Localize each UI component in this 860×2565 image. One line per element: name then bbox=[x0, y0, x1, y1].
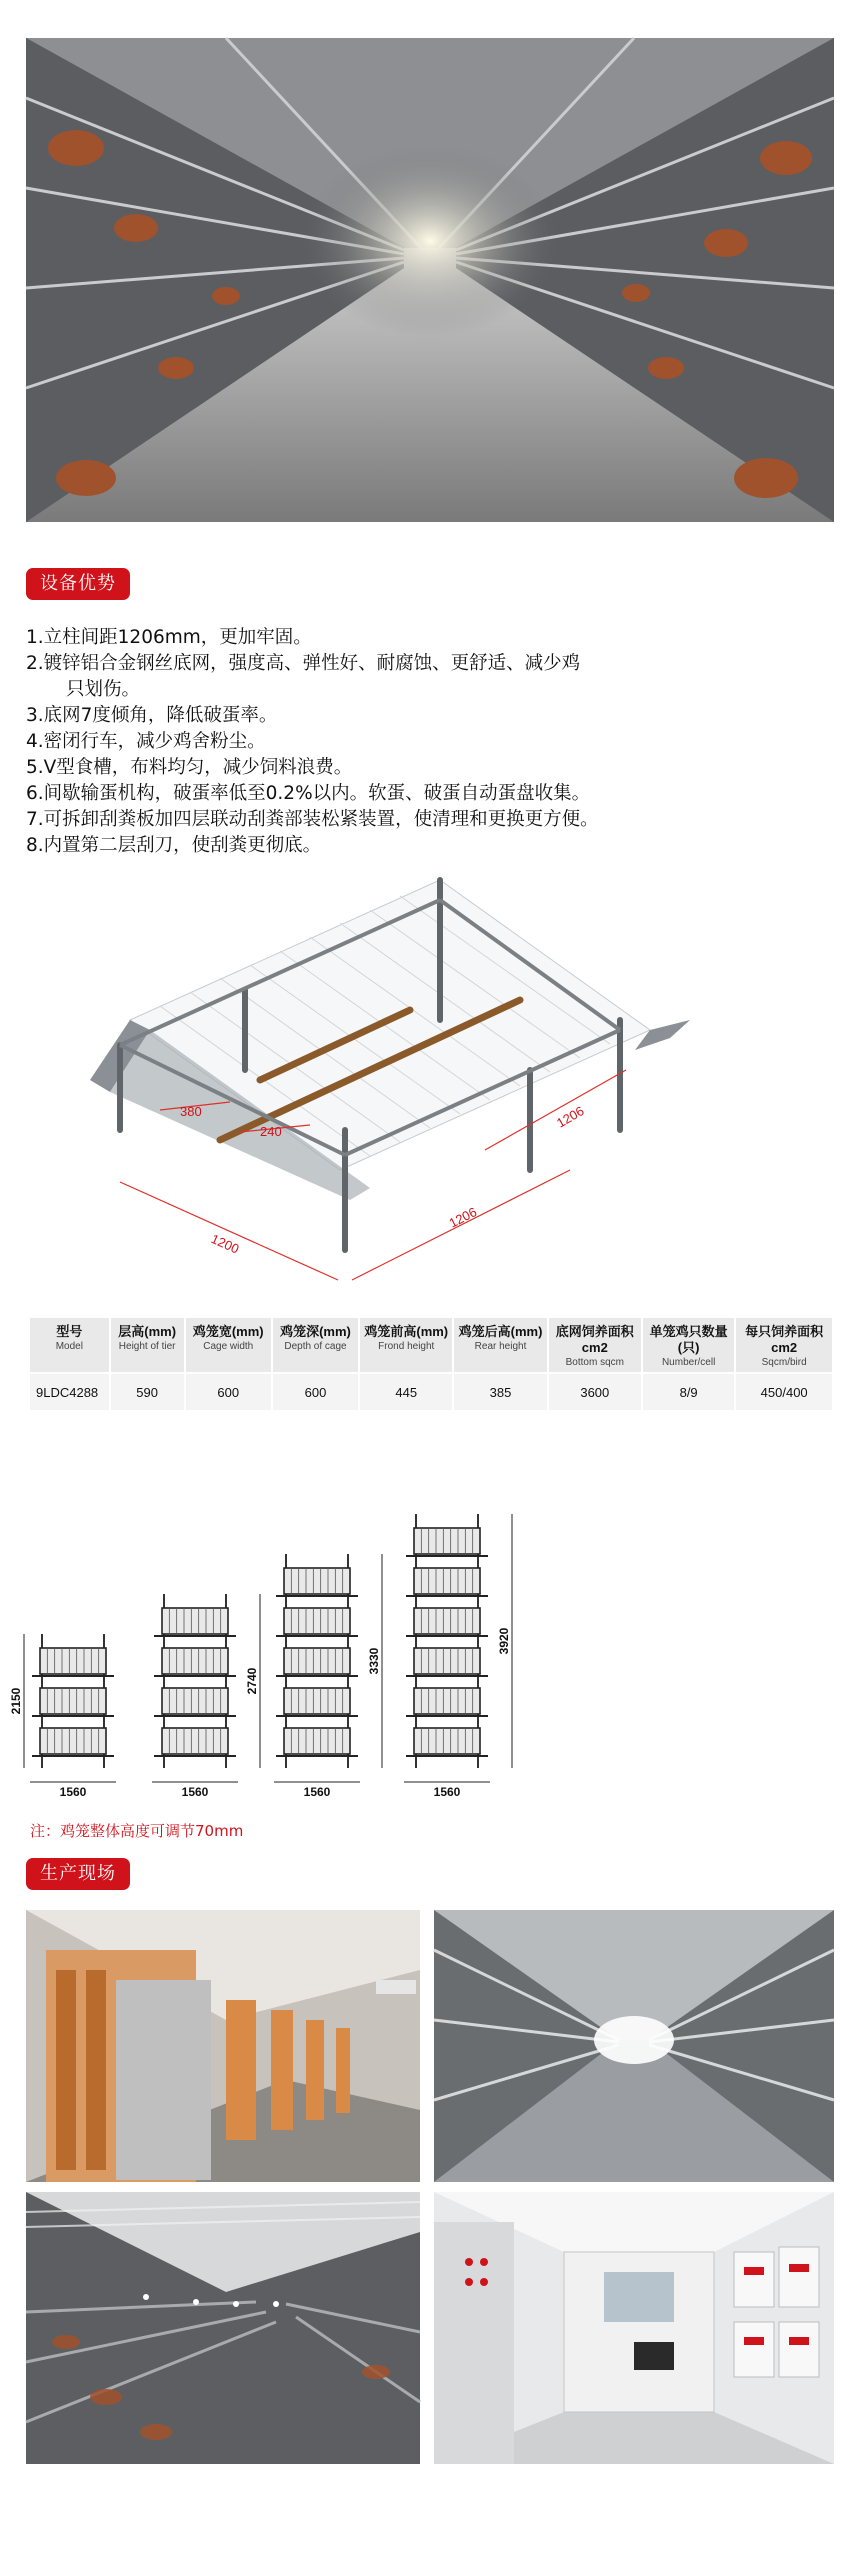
spec-table-row bbox=[30, 1373, 833, 1410]
spec-cell: 385 bbox=[453, 1373, 547, 1410]
width-dim-label: 1560 bbox=[433, 1785, 461, 1799]
spec-header: 底网饲养面积cm2 Bottom sqcm bbox=[548, 1318, 642, 1373]
cage-tier bbox=[284, 1728, 350, 1754]
dim-1200: 1200 bbox=[208, 1231, 242, 1257]
advantage-item: 4.密闭行车，减少鸡舍粉尘。 bbox=[26, 731, 266, 752]
spec-table bbox=[30, 1318, 834, 1410]
dim-1206-side: 1206 bbox=[554, 1103, 587, 1131]
hero-photo bbox=[26, 38, 834, 522]
factory-photo-1 bbox=[26, 1910, 420, 2182]
dim-1206-front: 1206 bbox=[446, 1204, 480, 1231]
cage-frame-drawing bbox=[90, 870, 690, 1290]
cage-tier bbox=[162, 1648, 228, 1674]
width-dim-label: 1560 bbox=[181, 1785, 209, 1799]
cage-tier bbox=[162, 1688, 228, 1714]
height-dim-label: 2740 bbox=[245, 1667, 259, 1695]
advantage-item: 6.间歇输蛋机构，破蛋率低至0.2%以内。软蛋、破蛋自动蛋盘收集。 bbox=[26, 783, 591, 804]
cage-tier bbox=[414, 1528, 480, 1554]
cage-tier bbox=[414, 1728, 480, 1754]
dim-240: 240 bbox=[260, 1124, 282, 1139]
advantage-item: 3.底网7度倾角，降低破蛋率。 bbox=[26, 705, 278, 726]
spec-cell: 445 bbox=[359, 1373, 453, 1410]
factory-photo-3 bbox=[26, 2192, 420, 2464]
dim-380: 380 bbox=[180, 1104, 202, 1119]
cage-tier bbox=[414, 1648, 480, 1674]
production-badge: 生产现场 bbox=[26, 1858, 130, 1890]
advantage-item: 5.V型食槽，布料均匀，减少饲料浪费。 bbox=[26, 757, 353, 778]
cage-tier bbox=[414, 1568, 480, 1594]
height-dim-label: 2150 bbox=[9, 1687, 23, 1715]
spec-header: 层高(mm) Height of tier bbox=[110, 1318, 185, 1373]
factory-photo-2 bbox=[434, 1910, 834, 2182]
advantage-item: 只划伤。 bbox=[66, 679, 141, 700]
spec-cell: 450/400 bbox=[735, 1373, 833, 1410]
width-dim-label: 1560 bbox=[59, 1785, 87, 1799]
cage-tier bbox=[162, 1728, 228, 1754]
spec-cell: 8/9 bbox=[642, 1373, 735, 1410]
cage-tier bbox=[40, 1728, 106, 1754]
cage-tier bbox=[284, 1648, 350, 1674]
cage-tier bbox=[284, 1688, 350, 1714]
cage-tier bbox=[284, 1568, 350, 1594]
spec-header: 型号 Model bbox=[30, 1318, 110, 1373]
spec-cell: 600 bbox=[185, 1373, 272, 1410]
advantages-badge: 设备优势 bbox=[26, 568, 130, 600]
spec-header: 鸡笼深(mm) Depth of cage bbox=[272, 1318, 359, 1373]
spec-header: 鸡笼前高(mm) Frond height bbox=[359, 1318, 453, 1373]
advantage-item: 7.可拆卸刮粪板加四层联动刮粪部装松紧装置，使清理和更换更方便。 bbox=[26, 809, 599, 830]
cage-tier bbox=[414, 1688, 480, 1714]
cage-tier bbox=[40, 1688, 106, 1714]
spec-cell: 590 bbox=[110, 1373, 185, 1410]
width-dim-label: 1560 bbox=[303, 1785, 331, 1799]
spec-header: 单笼鸡只数量(只) Number/cell bbox=[642, 1318, 735, 1373]
spec-header: 每只饲养面积cm2 Sqcm/bird bbox=[735, 1318, 833, 1373]
advantage-item: 2.镀锌铝合金钢丝底网，强度高、弹性好、耐腐蚀、更舒适、减少鸡 bbox=[26, 653, 581, 674]
height-dim-label: 3920 bbox=[497, 1627, 511, 1655]
factory-photo-4 bbox=[434, 2192, 834, 2464]
advantage-item: 8.内置第二层刮刀，使刮粪更彻底。 bbox=[26, 835, 322, 856]
height-dim-label: 3330 bbox=[367, 1647, 381, 1675]
spec-header: 鸡笼后高(mm) Rear height bbox=[453, 1318, 547, 1373]
spec-cell: 9LDC4288 bbox=[30, 1373, 110, 1410]
height-note: 注：鸡笼整体高度可调节70mm bbox=[30, 1822, 244, 1840]
spec-header: 鸡笼宽(mm) Cage width bbox=[185, 1318, 272, 1373]
cage-tier bbox=[414, 1608, 480, 1634]
advantages-list bbox=[26, 625, 666, 859]
advantage-item: 1.立柱间距1206mm，更加牢固。 bbox=[26, 627, 312, 648]
cage-tier bbox=[284, 1608, 350, 1634]
cage-tier bbox=[162, 1608, 228, 1634]
spec-table-header bbox=[30, 1318, 833, 1373]
spec-cell: 3600 bbox=[548, 1373, 642, 1410]
cage-tier bbox=[40, 1648, 106, 1674]
spec-cell: 600 bbox=[272, 1373, 359, 1410]
tier-diagram bbox=[9, 1460, 834, 1800]
